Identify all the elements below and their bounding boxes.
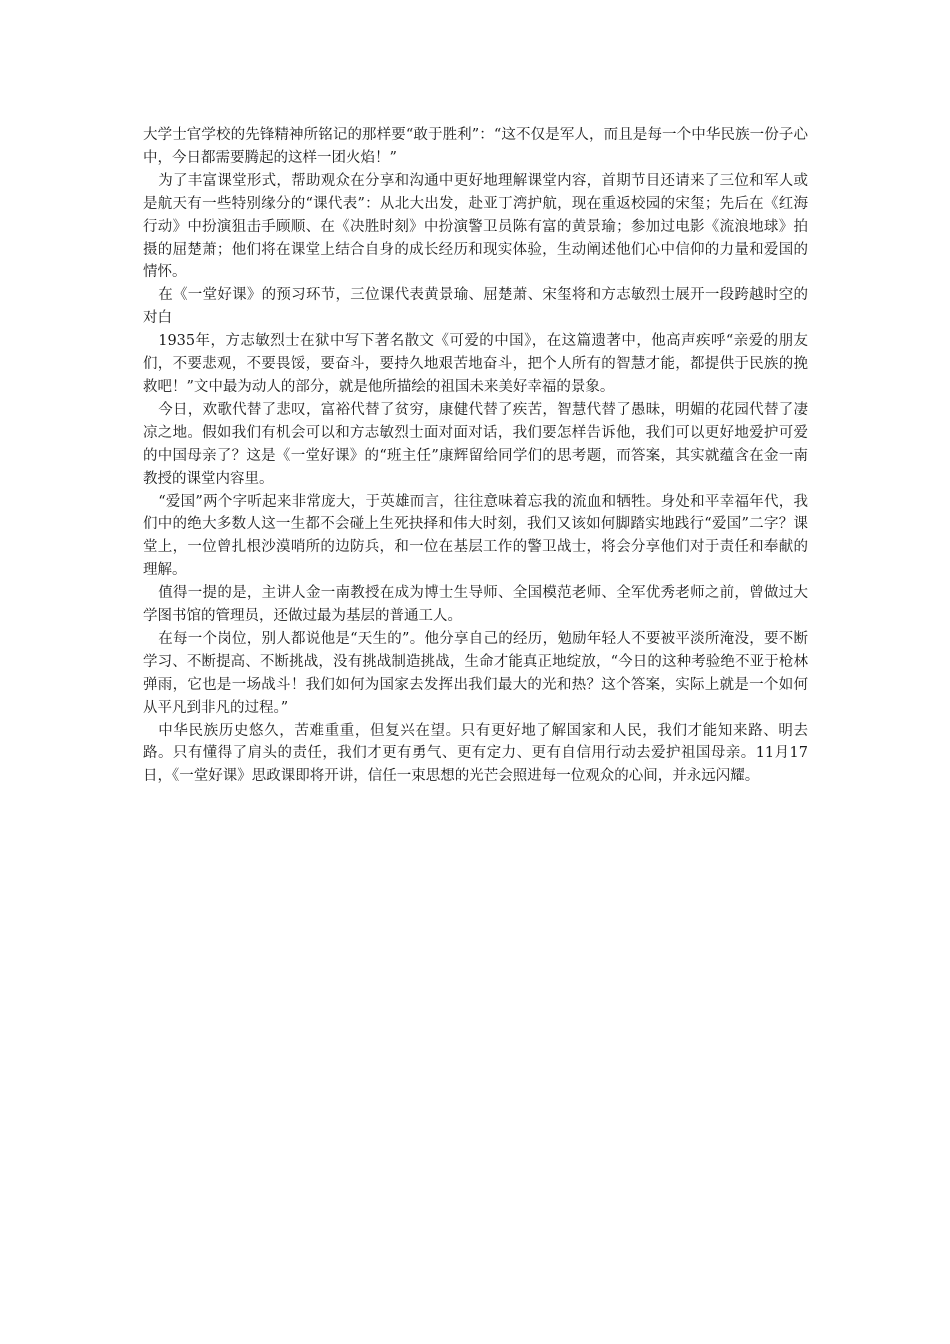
paragraph-1: 大学士官学校的先锋精神所铭记的那样要“敢于胜利”：“这不仅是军人，而且是每一个中华民族一份子心中，今日都需要腾起的这样一团火焰！” bbox=[143, 127, 808, 166]
paragraph-7: 值得一提的是，主讲人金一南教授在成为博士生导师、全国模范老师、全军优秀老师之前，曾做过大学图书馆的管理员，还做过最为基层的普通工人。 bbox=[143, 585, 808, 625]
paragraph-6: “爱国”两个字听起来非常庞大，于英雄而言，往往意味着忘我的流血和牺牲。身处和平幸福年代，我们中的绝大多数人这一生都不会碰上生死抉择和伟大时刻，我们又该如何脚踏实地践行“爱国”二字？课堂上，一位曾扎根沙漠哨所的边防兵，和一位在基层工作的警卫战士，将会分享他们对于责任和奉献的理解。 bbox=[143, 493, 808, 579]
paragraph-3: 在《一堂好课》的预习环节，三位课代表黄景瑜、屈楚萧、宋玺将和方志敏烈士展开一段跨越时空的对白 bbox=[143, 287, 808, 327]
paragraph-5: 今日，欢歌代替了悲叹，富裕代替了贫穷，康健代替了疾苦，智慧代替了愚昧，明媚的花园代替了凄凉之地。假如我们有机会可以和方志敏烈士面对面对话，我们要怎样告诉他，我们可以更好地爱护可爱的中国母亲了？这是《一堂好课》的“班主任”康辉留给同学们的思考题，而答案，其实就蕴含在金一南教授的课堂内容里。 bbox=[143, 401, 808, 487]
paragraph-8: 在每一个岗位，别人都说他是“天生的”。他分享自己的经历，勉励年轻人不要被平淡所淹没，要不断学习、不断提高、不断挑战，没有挑战制造挑战，生命才能真正地绽放，“今日的这种考验绝不亚于枪林弹雨，它也是一场战斗！我们如何为国家去发挥出我们最大的光和热？这个答案，实际上就是一个如何从平凡到非凡的过程。” bbox=[143, 630, 808, 716]
paragraph-2: 为了丰富课堂形式，帮助观众在分享和沟通中更好地理解课堂内容，首期节目还请来了三位和军人或是航天有一些特别缘分的“课代表”：从北大出发，赴亚丁湾护航，现在重返校园的宋玺；先后在《红海行动》中扮演狙击手顾顺、在《决胜时刻》中扮演警卫员陈有富的黄景瑜；参加过电影《流浪地球》拍摄的屈楚萧；他们将在课堂上结合自身的成长经历和现实体验，生动阐述他们心中信仰的力量和爱国的情怀。 bbox=[143, 172, 808, 281]
document-page bbox=[143, 124, 808, 788]
paragraph-9: 中华民族历史悠久，苦难重重，但复兴在望。只有更好地了解国家和人民，我们才能知来路、明去路。只有懂得了肩头的责任，我们才更有勇气、更有定力、更有自信用行动去爱护祖国母亲。11月17日，《一堂好课》思政课即将开讲，信任一束思想的光芒会照进每一位观众的心间，并永远闪耀。 bbox=[143, 722, 808, 785]
paragraph-4: 1935年，方志敏烈士在狱中写下著名散文《可爱的中国》，在这篇遗著中，他高声疾呼“亲爱的朋友们，不要悲观，不要畏馁，要奋斗，要持久地艰苦地奋斗，把个人所有的智慧才能，都提供于民族的挽救吧！”文中最为动人的部分，就是他所描绘的祖国未来美好幸福的景象。 bbox=[143, 333, 808, 395]
